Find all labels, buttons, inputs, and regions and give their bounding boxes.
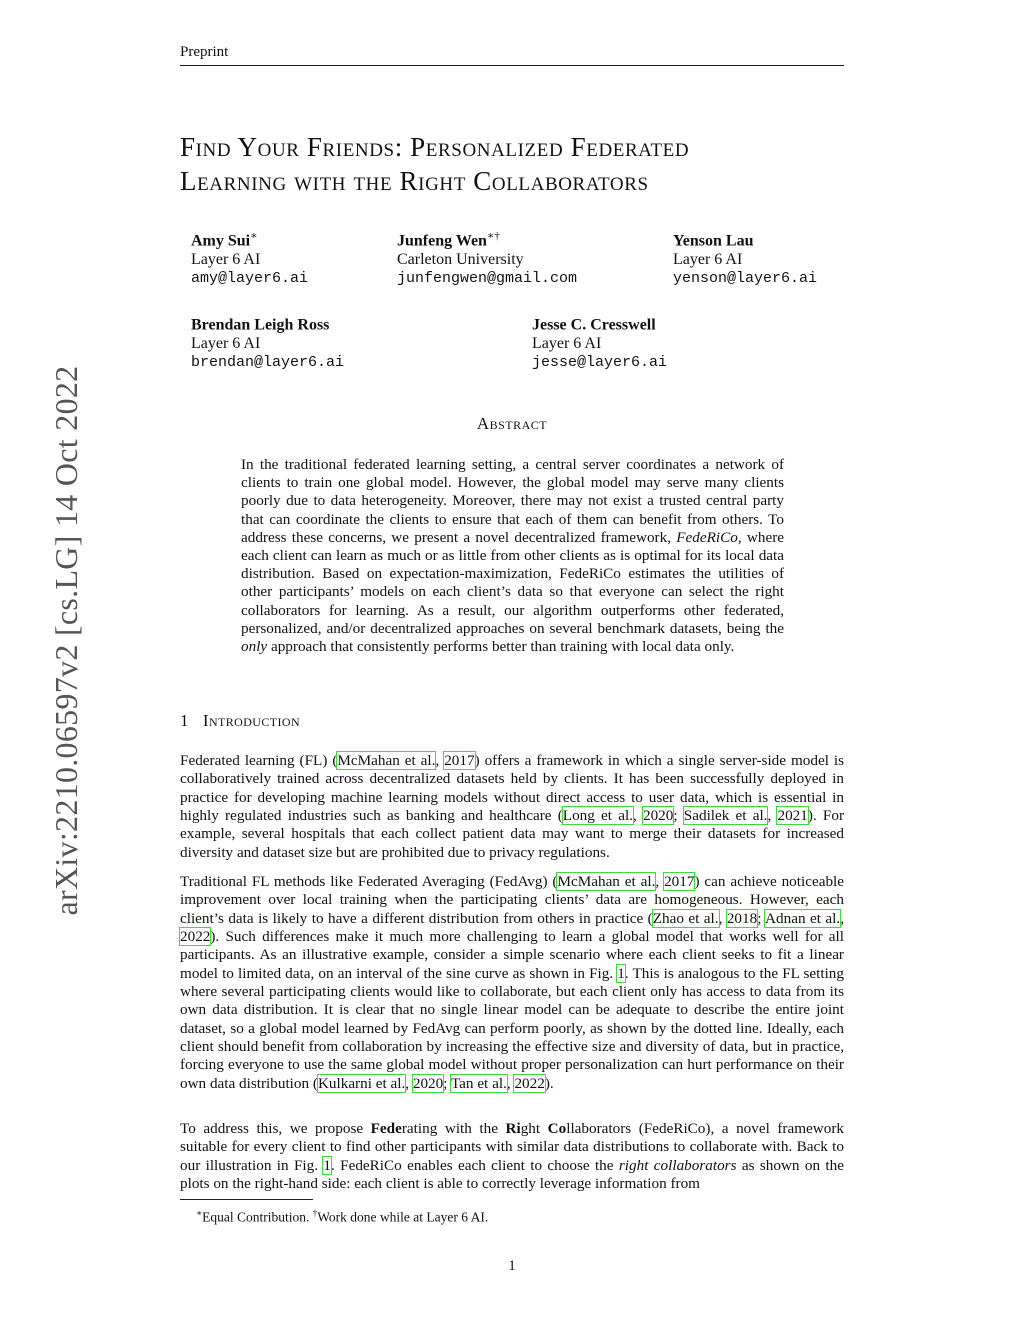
author-block-2	[397, 227, 577, 288]
author-affiliation: Layer 6 AI	[191, 335, 261, 353]
title-line-2: Learning with the Right Collaborators	[180, 166, 649, 196]
running-head: Preprint	[180, 44, 229, 60]
citation-link[interactable]: Sadilek et al.	[683, 807, 768, 825]
citation-link[interactable]: 2020	[642, 807, 674, 825]
author-name: Junfeng Wen∗†	[397, 230, 500, 250]
header-rule	[180, 65, 844, 66]
citation-link[interactable]: Long et al.	[562, 807, 633, 825]
citation-link[interactable]: 2022	[180, 928, 211, 946]
citation-link[interactable]: 2022	[514, 1074, 545, 1092]
author-block-5	[532, 311, 667, 372]
author-email[interactable]: brendan@layer6.ai	[191, 354, 345, 372]
abstract-heading: Abstract	[476, 414, 548, 433]
footnote-rule	[180, 1199, 313, 1200]
author-name: Brendan Leigh Ross	[191, 316, 330, 334]
author-email[interactable]: yenson@layer6.ai	[673, 270, 818, 288]
author-affiliation: Layer 6 AI	[532, 335, 602, 353]
title-line-1: Find Your Friends: Personalized Federated	[180, 132, 690, 162]
author-affiliation: Layer 6 AI	[673, 251, 743, 269]
author-affiliation: Layer 6 AI	[191, 251, 261, 269]
citation-link[interactable]: 2021	[777, 807, 808, 825]
footnote: ∗Equal Contribution. †Work done while at Layer 6 AI.	[196, 1208, 489, 1225]
author-email[interactable]: junfengwen@gmail.com	[397, 270, 578, 288]
arxiv-identifier-text: arXiv:2210.06597v2 [cs.LG] 14 Oct 2022	[48, 365, 84, 916]
author-email[interactable]: jesse@layer6.ai	[532, 354, 668, 372]
citation-link[interactable]: McMahan et al.	[557, 873, 656, 890]
paper-title	[180, 130, 860, 198]
author-block-1	[191, 227, 308, 288]
author-email[interactable]: amy@layer6.ai	[191, 270, 309, 288]
section-heading-introduction: 1 Introduction	[180, 711, 301, 730]
figure-reference-link[interactable]: 1	[617, 964, 625, 982]
intro-paragraph-3: To address this, we propose Federating with the Right Collaborators (FedeRiCo), a novel framework suitable for every client to find other participants with similar data distributions to collaborate with. Back to our illustration in Fig. 1. FedeRiCo enables each client to choose the right collaborators as shown on the plots on the right-hand side: each client is able to correctly leverage information from	[180, 1120, 845, 1193]
citation-link[interactable]: Tan et al.	[450, 1074, 507, 1092]
citation-link[interactable]: Adnan et al.	[765, 909, 841, 927]
citation-link[interactable]: Kulkarni et al.	[317, 1074, 406, 1092]
figure-reference-link[interactable]: 1	[323, 1156, 331, 1174]
author-affiliation: Carleton University	[397, 251, 524, 269]
intro-paragraph-2: Traditional FL methods like Federated Averaging (FedAvg) (McMahan et al., 2017) can achieve noticeable improvement over local training when the participating clients’ data are homogeneous. However, each client’s data is likely to have a different distribution from others in practice (Zhao et al., 2018; Adnan et al., 2022). Such differences make it much more challenging to learn a global model that works well for all participants. As an illustrative example, consider a simple scenario where each client seeks to fit a linear model to limited data, on an interval of the sine curve as shown in Fig. 1. This is analogous to the FL setting where several participating clients would like to collaborate, but each client only has access to data from its own data distribution. It is clear that no single linear model can be adequate to describe the entire joint dataset, so a global model learned by FedAvg can perform poorly, as shown by the dotted line. Ideally, each client should benefit from collaboration by increasing the effective size and diversity of data, but in practice, forcing everyone to use the same global model without proper personalization can hurt performance on their own data distribution (Kulkarni et al., 2020; Tan et al., 2022).	[180, 873, 844, 1092]
arxiv-identifier	[28, 0, 104, 1325]
author-name: Jesse C. Cresswell	[532, 316, 656, 334]
citation-link[interactable]: 2017	[444, 752, 475, 769]
author-block-4	[191, 311, 344, 372]
intro-paragraph-1: Federated learning (FL) (McMahan et al., 2017) offers a framework in which a single server-side model is collaboratively trained across decentralized datasets held by clients. It has been successfully deployed in practice for developing machine learning models without direct access to user data, which is essential in highly regulated industries such as banking and healthcare (Long et al., 2020; Sadilek et al., 2021). For example, several hospitals that each collect patient data may want to merge their datasets for increased diversity and dataset size but are prohibited due to privacy regulations.	[180, 752, 844, 861]
author-name: Yenson Lau	[673, 232, 754, 250]
author-block-3	[673, 227, 817, 288]
abstract-text: In the traditional federated learning setting, a central server coordinates a network of clients to train one global model. However, the global model may serve many clients poorly due to data heterogeneity. Moreover, there may not exist a trusted central party that can coordinate the clients to ensure that each of them can benefit from others. To address these concerns, we present a novel decentralized framework, FedeRiCo, where each client can learn as much or as little from other clients as is optimal for its local data distribution. Based on expectation-maximization, FedeRiCo estimates the utilities of other participants’ models on each client’s data so that everyone can select the right collaborators for learning. As a result, our algorithm outperforms other federated, personalized, and/or decentralized approaches on several benchmark datasets, being the only approach that consistently performs better than training with local data only.	[241, 456, 784, 656]
page-number: 1	[508, 1258, 516, 1274]
author-name: Amy Sui∗	[191, 230, 258, 250]
citation-link[interactable]: 2018	[726, 909, 758, 927]
citation-link[interactable]: McMahan et al.	[337, 752, 436, 769]
citation-link[interactable]: 2017	[664, 873, 695, 890]
citation-link[interactable]: 2020	[412, 1074, 444, 1092]
citation-link[interactable]: Zhao et al.	[652, 909, 719, 927]
